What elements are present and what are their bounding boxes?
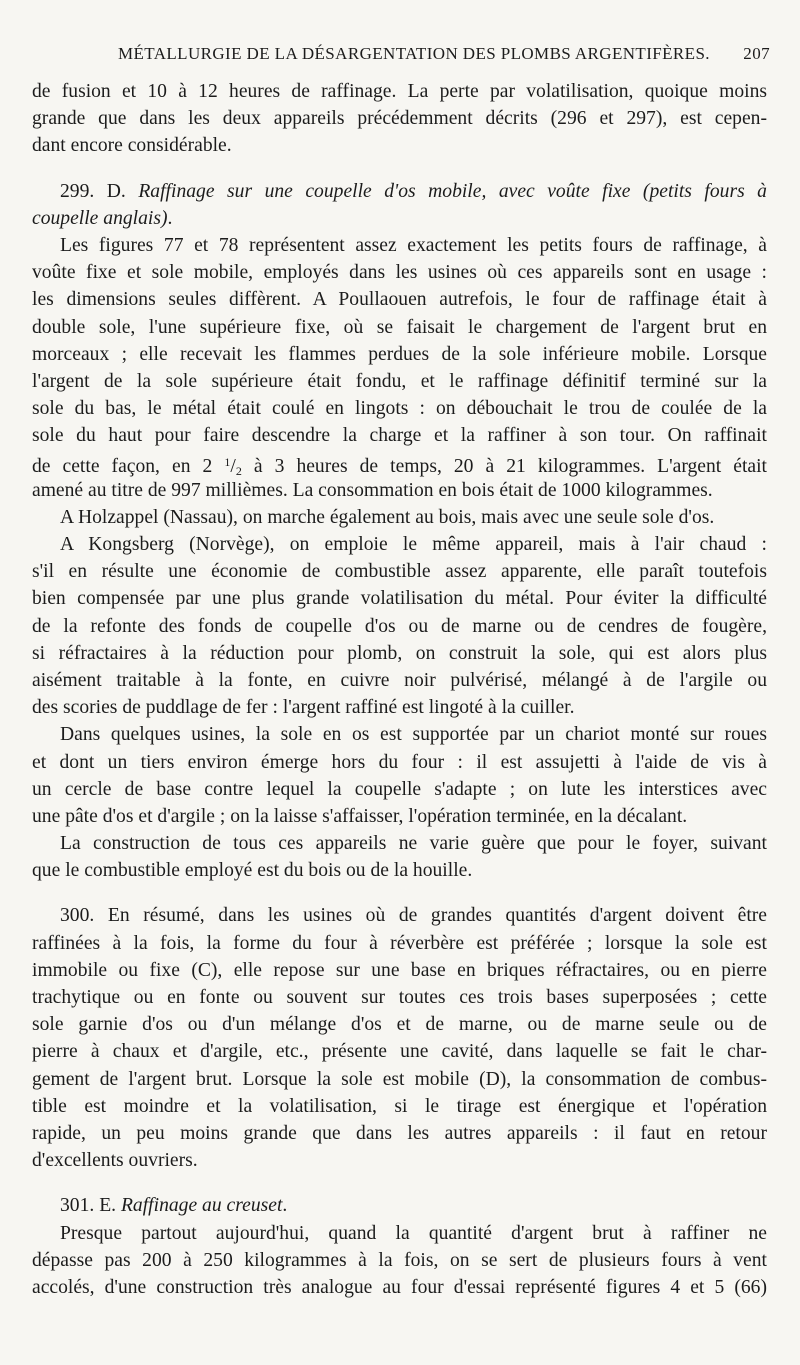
text-line: des scories de puddlage de fer : l'argent raffiné est lingoté à la cuiller. [32, 697, 575, 719]
text-line: raffinées à la fois, la forme du four à réverbère est préférée ; lorsque la sole est [32, 932, 767, 954]
text-line: s'il en résulte une économie de combustible assez apparente, elle paraît toutefois [32, 561, 767, 583]
section-title-cont: coupelle anglais) [32, 207, 168, 229]
section-heading [32, 178, 767, 205]
text-line: grande que dans les deux appareils précédemment décrits (296 et 297), est cepen- [32, 108, 767, 130]
text-line: les dimensions seules diffèrent. A Poullaouen autrefois, le four de raffinage était à [32, 289, 767, 311]
section-title: Raffinage au creuset [120, 1195, 283, 1217]
page-body [32, 78, 767, 1301]
text-line: 300. En résumé, dans les usines où de grandes quantités d'argent doivent être [60, 905, 767, 927]
text-line: voûte fixe et sole mobile, employés dans les usines où ces appareils sont en usage : [32, 262, 767, 284]
running-header [32, 38, 770, 68]
text-line: de la refonte des fonds de coupelle d'os ou de marne ou de cendres de fougère, [32, 615, 767, 637]
text-line: amené au titre de 997 millièmes. La consommation en bois était de 1000 kilogrammes. [32, 479, 713, 501]
text-line: La construction de tous ces appareils ne varie guère que pour le foyer, suivant [60, 833, 767, 855]
text-line: accolés, d'une construction très analogue au four d'essai représenté figures 4 et 5 (66) [32, 1276, 767, 1298]
section-heading: 301. E. Raffinage au creuset. [60, 1195, 288, 1217]
text-line: aisément traitable à la fonte, en cuivre noir pulvérisé, mélangé à de l'argile ou [32, 669, 767, 691]
section-299 [32, 178, 767, 885]
text-line: sole du haut pour faire descendre la charge et la raffiner à son tour. On raffinait [32, 425, 767, 447]
text-line: immobile ou fixe (C), elle repose sur une base en briques réfractaires, ou en pierre [32, 959, 767, 981]
text-line: double sole, l'une supérieure fixe, où se faisait le chargement de l'argent brut en [32, 316, 767, 338]
text-line: d'excellents ouvriers. [32, 1150, 198, 1172]
section-heading-cont: coupelle anglais). [32, 207, 173, 229]
page-number: 207 [743, 44, 770, 63]
fraction-numerator: 1 [224, 455, 231, 470]
text-line: sole du bas, le métal était coulé en lingots : on débouchait le trou de coulée de la [32, 398, 767, 420]
text-line: dant encore considérable. [32, 135, 232, 157]
text-line: tible est moindre et la volatilisation, si le tirage est énergique et l'opération [32, 1095, 767, 1117]
text-line: gement de l'argent brut. Lorsque la sole est mobile (D), la consommation de combus- [32, 1068, 767, 1090]
running-title: MÉTALLURGIE DE LA DÉSARGENTATION DES PLOMBS ARGENTIFÈRES. [118, 44, 710, 63]
text-line: si réfractaires à la réduction pour plomb, on construit la sole, qui est alors plus [32, 642, 767, 664]
text-line: A Kongsberg (Norvège), on emploie le même appareil, mais à l'air chaud : [60, 534, 767, 555]
text-line: Presque partout aujourd'hui, quand la quantité d'argent brut à raffiner ne [60, 1222, 767, 1244]
text-line: sole garnie d'os ou d'un mélange d'os et de marne, ou de marne seule ou de [32, 1014, 767, 1036]
text-line: dépasse pas 200 à 250 kilogrammes à la fois, on se sert de plusieurs fours à vent [32, 1249, 767, 1271]
text-line: morceaux ; elle recevait les flammes perdues de la sole inférieure mobile. Lorsque [32, 343, 767, 365]
text-line: A Holzappel (Nassau), on marche également au bois, mais avec une seule sole d'os. [60, 506, 715, 528]
text-line: un cercle de base contre lequel la coupelle s'adapte ; on lute les interstices avec [32, 778, 767, 800]
text-line: et dont un tiers environ émerge hors du four : il est assujetti à l'aide de vis à [32, 751, 767, 773]
text-line: que le combustible employé est du bois ou de la houille. [32, 860, 473, 882]
paragraph-continuation [32, 78, 767, 160]
text-line: de fusion et 10 à 12 heures de raffinage. La perte par volatilisation, quoique moins [32, 81, 767, 102]
text-line: rapide, un peu moins grande que dans les autres appareils : il faut en retour [32, 1122, 767, 1144]
text-line: trachytique ou en fonte ou souvent sur toutes ces trois bases superposées ; cette [32, 987, 767, 1008]
text-line: bien compensée par une plus grande volatilisation du métal. Pour éviter la difficulté [32, 588, 767, 610]
text-line: Dans quelques usines, la sole en os est supportée par un chariot monté sur roues [60, 724, 767, 746]
section-number: 299. D. [60, 180, 126, 202]
text-line: une pâte d'os et d'argile ; on la laisse s'affaisser, l'opération terminée, en la décalant. [32, 805, 688, 827]
text-line: Les figures 77 et 78 représentent assez exactement les petits fours de raffinage, à [60, 234, 767, 256]
section-300 [32, 902, 767, 1174]
section-number: 301. E. [60, 1195, 117, 1217]
text-line: pierre à chaux et d'argile, etc., présente une cavité, dans laquelle se fait le char- [32, 1041, 767, 1063]
section-301 [32, 1192, 767, 1301]
text-line-fraction: de cette façon, en 2 $^1/_2$ à 3 heures de temps, 20 à 21 kilogrammes. L'argent était [32, 455, 767, 477]
fraction-denominator: 2 [235, 464, 242, 477]
section-title: Raffinage sur une coupelle d'os mobile, avec voûte fixe (petits fours à [138, 180, 767, 202]
text-line: l'argent de la sole supérieure était fondu, et le raffinage définitif terminé sur la [32, 370, 767, 392]
